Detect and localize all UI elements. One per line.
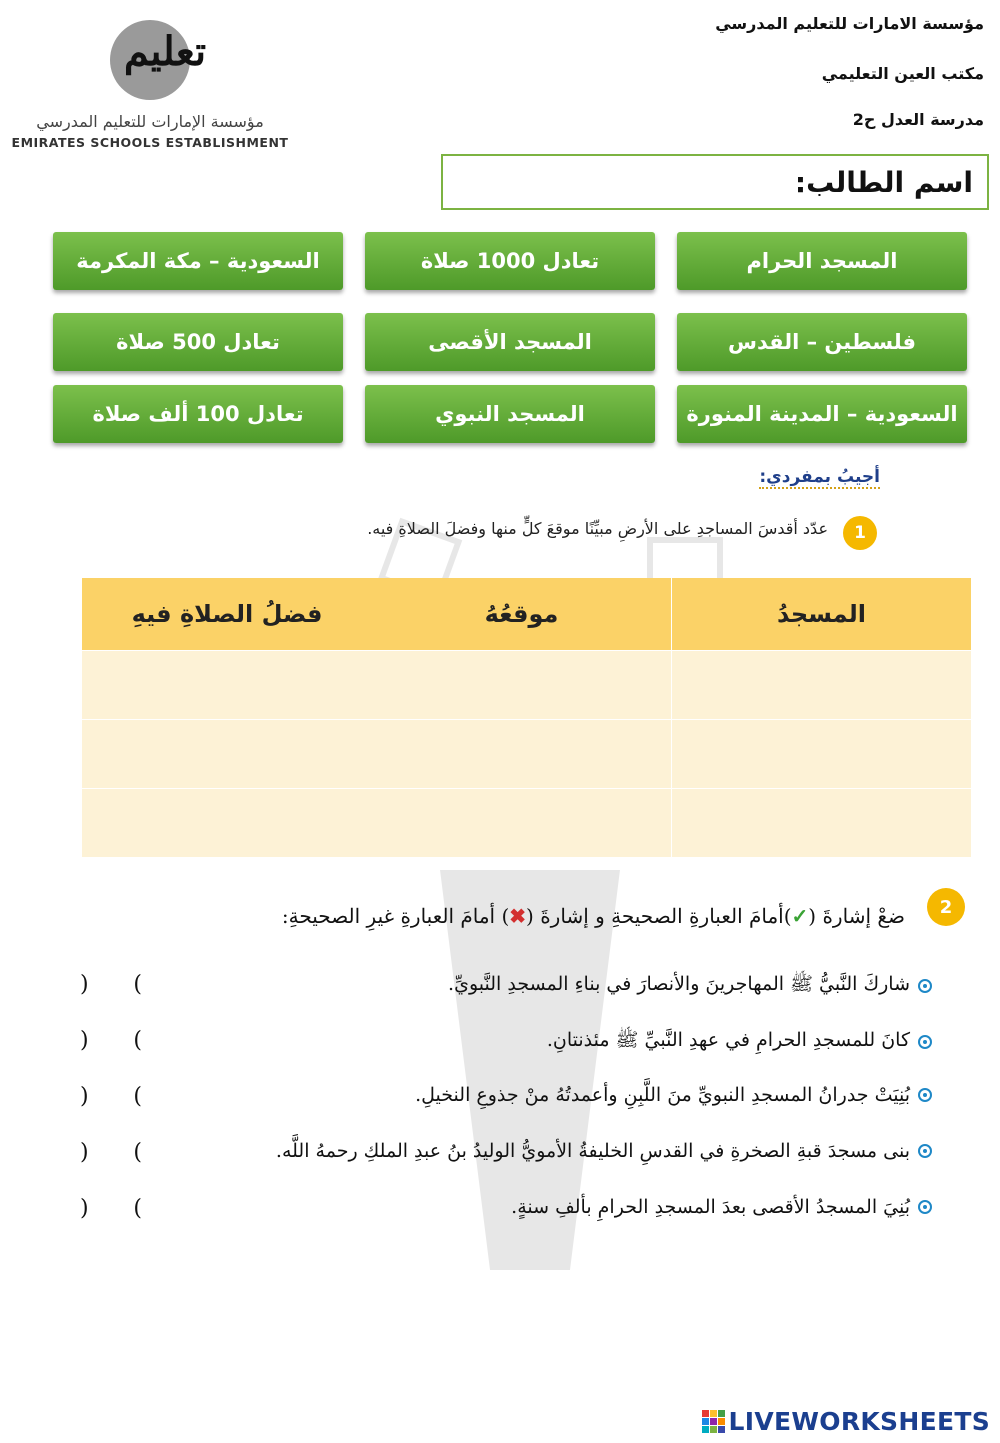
logo-english-text: EMIRATES SCHOOLS ESTABLISHMENT — [11, 135, 289, 150]
answer-input[interactable] — [96, 972, 126, 998]
statement-3 — [415, 1084, 932, 1106]
q2-text-part1: ضعْ إشارةَ ( — [808, 904, 905, 928]
q2-text-part2: )أمامَ العبارةِ الصحيحةِ و إشارةَ ( — [526, 904, 792, 928]
bullet-icon — [918, 1035, 932, 1049]
q2-text-part3: ) أمامَ العبارةِ غيرِ الصحيحةِ: — [281, 904, 510, 928]
answer-slot-3[interactable] — [80, 1084, 142, 1110]
tile-row3-left[interactable]: تعادل 100 ألف صلاة — [53, 385, 343, 443]
answer-slot-4[interactable] — [80, 1140, 142, 1166]
bullet-icon — [918, 1088, 932, 1102]
answer-cell[interactable] — [672, 720, 972, 789]
table-row — [82, 651, 972, 720]
statement-text: شاركَ النَّبيُّ ﷺ المهاجرينَ والأنصارَ في بناءِ المسجدِ النَّبويِّ. — [448, 973, 910, 995]
statement-1 — [448, 972, 932, 1000]
logo — [10, 10, 300, 150]
student-name-field[interactable] — [441, 154, 989, 210]
check-mark-icon: ✓ — [791, 904, 809, 928]
liveworksheets-brand — [702, 1407, 990, 1436]
tile-row1-right[interactable]: المسجد الحرام — [677, 232, 967, 290]
tile-row3-right[interactable]: السعودية – المدينة المنورة — [677, 385, 967, 443]
bullet-icon — [918, 1144, 932, 1158]
school-name: مدرسة العدل ح2 — [852, 110, 984, 129]
header-prayer-merit: فضلُ الصلاةِ فيهِ — [82, 578, 372, 651]
brand-name: LIVEWORKSHEETS — [728, 1407, 990, 1436]
answer-cell[interactable] — [372, 789, 672, 858]
statement-text: بنى مسجدَ قبةِ الصخرةِ في القدسِ الخليفةُ الأمويُّ الوليدُ بنُ عبدِ الملكِ رحمهُ اللَّه. — [275, 1140, 910, 1162]
paren-open: ( — [133, 972, 142, 997]
mosques-table — [82, 578, 972, 857]
paren-close: ) — [80, 972, 89, 997]
paren-open: ( — [133, 1196, 142, 1221]
answer-slot-1[interactable] — [80, 972, 142, 998]
bullet-icon — [918, 1200, 932, 1214]
statement-4 — [276, 1140, 932, 1162]
paren-open: ( — [133, 1084, 142, 1109]
answer-slot-5[interactable] — [80, 1196, 142, 1222]
question-2-text — [282, 904, 905, 928]
answer-input[interactable] — [96, 1028, 126, 1054]
answer-input[interactable] — [96, 1084, 126, 1110]
answer-input[interactable] — [96, 1196, 126, 1222]
statement-2 — [547, 1028, 932, 1056]
answer-cell[interactable] — [672, 789, 972, 858]
paren-close: ) — [80, 1196, 89, 1221]
tile-row3-middle[interactable]: المسجد النبوي — [365, 385, 655, 443]
institution-name: مؤسسة الامارات للتعليم المدرسي — [715, 14, 984, 33]
answer-individually-heading: أجيبُ بمفردي: — [759, 467, 880, 487]
table-header-row — [82, 578, 972, 651]
answer-cell[interactable] — [82, 651, 372, 720]
statement-text: كانَ للمسجدِ الحرامِ في عهدِ النَّبيِّ ﷺ مئذنتانِ. — [546, 1029, 910, 1051]
answer-slot-2[interactable] — [80, 1028, 142, 1054]
paren-close: ) — [80, 1140, 89, 1165]
header-location: موقعُهُ — [372, 578, 672, 651]
paren-open: ( — [133, 1140, 142, 1165]
header-mosque: المسجدُ — [672, 578, 972, 651]
answer-cell[interactable] — [372, 720, 672, 789]
paren-close: ) — [80, 1084, 89, 1109]
tile-row1-left[interactable]: السعودية – مكة المكرمة — [53, 232, 343, 290]
answer-cell[interactable] — [372, 651, 672, 720]
paren-open: ( — [133, 1028, 142, 1053]
answer-cell[interactable] — [82, 789, 372, 858]
table-row — [82, 789, 972, 858]
statement-5 — [511, 1196, 932, 1218]
tile-row2-right[interactable]: فلسطين – القدس — [677, 313, 967, 371]
question-1-text: عدّد أقدسَ المساجدِ على الأرضِ مبيِّنًا موقعَ كلٍّ منها وفضلَ الصلاةِ فيه. — [367, 519, 828, 538]
logo-arabic-text: مؤسسة الإمارات للتعليم المدرسي — [36, 112, 264, 131]
tile-row2-left[interactable]: تعادل 500 صلاة — [53, 313, 343, 371]
tile-row2-middle[interactable]: المسجد الأقصى — [365, 313, 655, 371]
cross-mark-icon: ✖ — [509, 904, 527, 928]
answer-cell[interactable] — [82, 720, 372, 789]
student-name-label: اسم الطالب: — [794, 165, 973, 199]
bullet-icon — [918, 979, 932, 993]
brand-grid-icon — [702, 1410, 725, 1433]
answer-input[interactable] — [96, 1140, 126, 1166]
question-1-badge: 1 — [843, 516, 877, 550]
answer-cell[interactable] — [672, 651, 972, 720]
tile-row1-middle[interactable]: تعادل 1000 صلاة — [365, 232, 655, 290]
statement-text: بُنِيَ المسجدُ الأقصى بعدَ المسجدِ الحرامِ بألفِ سنةٍ. — [511, 1196, 910, 1218]
table-row — [82, 720, 972, 789]
paren-close: ) — [80, 1028, 89, 1053]
question-2-badge: 2 — [927, 888, 965, 926]
office-name: مكتب العين التعليمي — [821, 64, 984, 83]
logo-word: تعليم — [123, 28, 207, 75]
statement-text: بُنِيَتْ جدرانُ المسجدِ النبويِّ منَ اللَّبِنِ وأعمدتُهُ منْ جذوعِ النخيلِ. — [415, 1084, 910, 1106]
